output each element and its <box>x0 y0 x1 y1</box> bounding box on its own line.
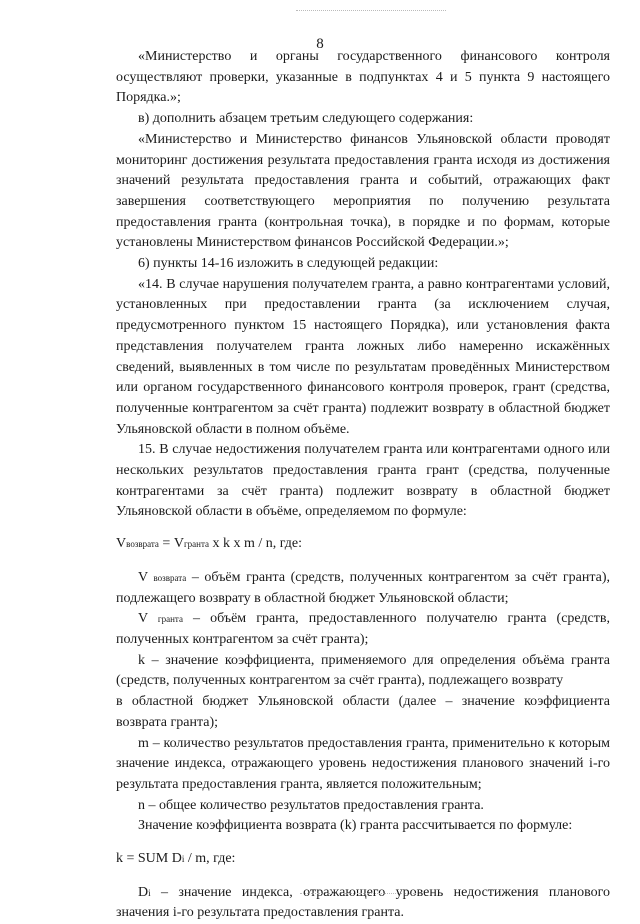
definition-symbol: V <box>138 569 148 585</box>
definition-v-grant <box>116 609 610 650</box>
document-body <box>116 47 610 924</box>
formula-text: = V <box>158 536 184 552</box>
paragraph: в) дополнить абзацем третьим следующего содержания: <box>138 111 474 127</box>
formula-text: k = SUM D <box>116 851 182 867</box>
formula-subscript: гранта <box>183 539 209 550</box>
definition-subscript: гранта <box>157 614 183 625</box>
definition-text: – объём гранта (средств, полученных контрагентом за счёт гранта), подлежащего возврату в областной бюджет Ульяновской области; <box>116 569 610 606</box>
scan-artifact-top <box>296 10 446 11</box>
definition-subscript: возврата <box>153 572 187 583</box>
formula-subscript: i <box>181 854 185 865</box>
definition-v-return <box>116 568 610 609</box>
scan-artifact-bottom <box>300 893 420 894</box>
return-formula <box>116 534 610 555</box>
formula-symbol: V <box>116 536 127 552</box>
definition-text: – значение индекса, отражающего уровень недостижения планового значения i-го результата предоставления гранта. <box>116 884 610 921</box>
definition-text: – объём гранта, предоставленного получателю гранта (средств, полученных контрагентом за счёт гранта); <box>116 611 611 647</box>
paragraph: «14. В случае нарушения получателем гранта, а равно контрагентами условий, установленных при предоставлении гранта (за исключением случая, предусмотренного пунктом 15 настоящего Порядка), или установления факта представления получателем гранта ложных либо намеренно искажённых сведений, выявленных в том числе по результатам проведённых Министерством или органом государственного финансового контроля проверок, грант (средства, полученные контрагентом за счёт гранта) подлежит возврату в областной бюджет Ульяновской области в полном объёме. <box>116 276 610 437</box>
k-formula <box>116 849 610 870</box>
definition-subscript: i <box>148 887 151 898</box>
definition-d <box>116 883 610 924</box>
definition-n: n – общее количество результатов предоставления гранта. <box>138 797 484 813</box>
definition-k-continued: в областной бюджет Ульяновской области (далее – значение коэффициента возврата гранта); <box>116 694 610 730</box>
paragraph: «Министерство и Министерство финансов Ульяновской области проводят мониторинг достижения результата предоставления гранта исходя из достижения значений результата предоставления гранта и событий, отражающих факт завершения соответствующего мероприятия по получению результата предоставления гранта (контрольная точка), в порядке и по формам, которые установлены Министерством финансов Российской Федерации.»; <box>116 131 610 251</box>
formula-text: / m, где: <box>184 851 236 867</box>
page-number: 8 <box>316 36 324 52</box>
definition-m: m – количество результатов предоставления гранта, применительно к которым значение индекса, отражающего уровень недостижения планового значений i-го результата предоставления гранта, является положительным; <box>116 735 610 792</box>
definition-symbol: V <box>138 611 148 627</box>
paragraph: 6) пункты 14-16 изложить в следующей редакции: <box>138 256 439 272</box>
k-calculation-intro: Значение коэффициента возврата (k) гранта рассчитывается по формуле: <box>138 818 573 834</box>
definition-symbol: D <box>138 884 149 900</box>
definition-k: k – значение коэффициента, применяемого для определения объёма гранта (средств, полученных контрагентом за счёт гранта), подлежащего возврату <box>116 652 610 689</box>
formula-subscript: возврата <box>126 539 159 550</box>
paragraph: 15. В случае недостижения получателем гранта или контрагентами одного или нескольких результатов предоставления гранта грант (средства, полученные контрагентами за счёт гранта) подлежит возврату в областной бюджет Ульяновской области в объёме, определяемом по формуле: <box>116 442 610 520</box>
paragraph: «Министерство и органы государственного финансового контроля осуществляют проверки, указанные в подпунктах 4 и 5 пункта 9 настоящего Порядка.»; <box>116 49 610 106</box>
formula-text: x k x m / n, где: <box>208 536 303 552</box>
